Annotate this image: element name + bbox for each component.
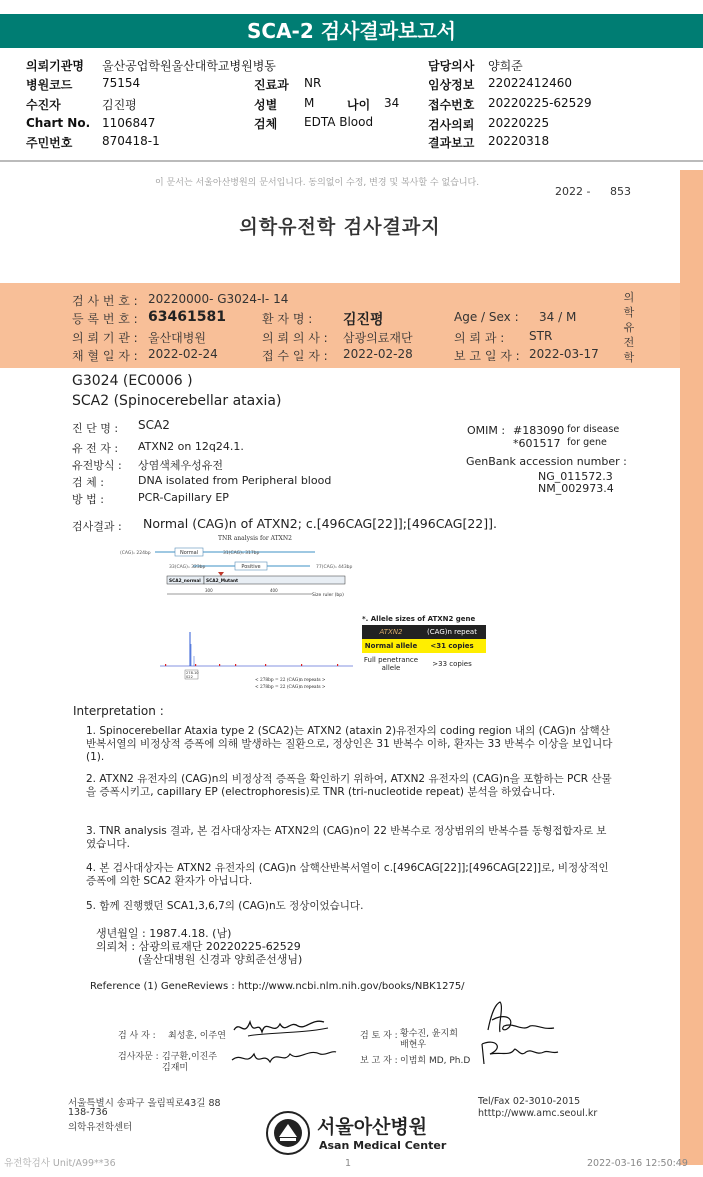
hosp-code-value: 75154 (102, 76, 141, 90)
bar-mutant-label: SCA2_Mutant (206, 579, 239, 584)
print-timestamp: 2022-03-16 12:50:49 (587, 1158, 688, 1169)
test-name: SCA2 (Spinocerebellar ataxia) (72, 393, 282, 409)
specimen-label: 검체 (254, 117, 278, 131)
bar-normal-label: SCA2_normal (169, 579, 201, 584)
request-value: 20220225 (488, 116, 550, 130)
examiner-label: 검 사 자 : (118, 1031, 156, 1041)
advisor-label: 검사자문 : (118, 1052, 159, 1062)
allele-header-row (362, 625, 486, 639)
right-margin-band (680, 170, 703, 1165)
reg-no-label: 등 록 번 호 : (72, 312, 138, 326)
allele-h2: (CAG)n repeat (427, 628, 477, 636)
dept-label: 진료과 (254, 78, 289, 92)
req-inst-label: 의 뢰 기 관 : (72, 331, 138, 345)
doc-year: 2022 - (555, 185, 591, 198)
doctor-value: 양희준 (488, 59, 523, 73)
age-value: 34 (384, 96, 400, 110)
dx-label: 진 단 명 : (72, 422, 119, 435)
client-info: 의뢰처 : 삼광의료재단 20220225-62529 (96, 940, 301, 953)
unit-label: 유전학검사 Unit/A99**36 (4, 1158, 116, 1169)
report-date-value: 20220318 (488, 134, 550, 148)
omim-gene-desc: for gene (567, 437, 607, 448)
genbank-label: GenBank accession number : (466, 455, 627, 468)
allele-r1c2: <31 copies (430, 642, 474, 650)
result-value: Normal (CAG)n of ATXN2; c.[496CAG[22]];[496CAG[22]]. (143, 516, 497, 531)
size-ruler-label: Size ruler (bp) (312, 593, 344, 598)
dept-value: NR (304, 76, 322, 90)
reviewer-label: 검 토 자 : (360, 1031, 398, 1041)
interpretation-heading: Interpretation : (73, 704, 164, 718)
interp-p3: 3. TNR analysis 결과, 본 검사대상자는 ATXN2의 (CAG)n이 22 반복수로 정상범위의 반복수를 동형접합자로 보였습니다. (86, 825, 607, 850)
address-1: 서울특별시 송파구 올림픽로43길 88 (68, 1098, 221, 1109)
address-3: 의학유전학센터 (68, 1122, 133, 1133)
req-doc-value: 삼광의료재단 (343, 331, 413, 345)
patient-value: 김진평 (102, 98, 137, 112)
draw-date-value: 2022-02-24 (148, 347, 218, 361)
reference: Reference (1) GeneReviews : http://www.ncbi.nlm.nih.gov/books/NBK1275/ (90, 981, 465, 992)
patient-name-value: 김진평 (343, 312, 384, 328)
client-info-2: (울산대병원 신경과 양희준선생님) (138, 953, 303, 966)
peak-note-2: < 278bp = 22 (CAG)n repeats > (255, 685, 326, 690)
allele-r2c2: >33 copies (432, 660, 472, 668)
test-specimen-label: 검 체 : (72, 476, 104, 489)
genbank-nm: NM_002973.4 (538, 482, 614, 495)
omim-label: OMIM : (467, 424, 506, 437)
sex-label: 성별 (254, 98, 278, 112)
req-dept-label: 의 뢰 과 : (454, 331, 505, 345)
left2-label: 33(CAG)ₙ 323bp (169, 565, 206, 570)
side-vertical-text: 의학유전학 (623, 291, 635, 364)
reviewer-signature (470, 996, 560, 1068)
inst-label: 의뢰기관명 (26, 59, 84, 73)
report-day-value: 2022-03-17 (529, 347, 599, 361)
agesex-label: Age / Sex : (454, 310, 519, 324)
patient-label: 수진자 (26, 98, 61, 112)
report-day-label: 보 고 일 자 : (454, 349, 520, 363)
omim-gene: *601517 (513, 437, 561, 450)
rrn-value: 870418-1 (102, 134, 160, 148)
reviewer-value: 황수진, 윤지희 (400, 1029, 458, 1039)
copy-notice: 이 문서는 서울아산병원의 문서입니다. 동의없이 수정, 변경 및 복사할 수 없습니다. (155, 178, 480, 188)
gene-label: 유 전 자 : (72, 442, 119, 455)
allele-row-normal (362, 639, 486, 653)
req-inst-value: 울산대병원 (148, 331, 206, 345)
tel-fax: Tel/Fax 02-3010-2015 (478, 1096, 581, 1107)
figure-title: TNR analysis for ATXN2 (218, 535, 292, 542)
doc-number: 853 (610, 185, 631, 198)
allele-row-full (362, 653, 486, 675)
left1-label: (CAG)ₙ 224bp (120, 551, 151, 556)
website: htttp://www.amc.seoul.kr (478, 1108, 598, 1119)
examiner-signature (228, 1008, 338, 1078)
req-dept-value: STR (529, 329, 553, 343)
result-label: 검사결과 : (72, 520, 122, 533)
interp-p2: 2. ATXN2 유전자의 (CAG)n의 비정상적 증폭을 확인하기 위하여, ATXN2 유전자의 (CAG)n을 포함하는 PCR 산물을 증폭시키고, capillary EP (electrophoresis)로 TNR (tri-nucleotide repeat) 분석을 하였습니다. (86, 773, 612, 798)
exam-no-value: 20220000- G3024-I- 14 (148, 292, 289, 306)
interp-p5: 5. 함께 진행했던 SCA1,3,6,7의 (CAG)n도 정상이었습니다. (86, 900, 364, 912)
right1-label: 31(CAG)ₙ 317bp (223, 551, 260, 556)
genbank-ng: NG_011572.3 (538, 470, 613, 483)
rrn-label: 주민번호 (26, 136, 73, 150)
agesex-value: 34 / M (539, 310, 577, 324)
test-specimen-value: DNA isolated from Peripheral blood (138, 474, 332, 487)
professor-value: 이범희 MD, Ph.D (400, 1056, 471, 1066)
right2-label: 77(CAG)ₙ 443bp (316, 565, 353, 570)
specimen-value: EDTA Blood (304, 115, 374, 129)
report-title: SCA-2 검사결과보고서 (0, 14, 703, 48)
header-separator (0, 160, 703, 162)
allele-table (362, 615, 486, 675)
advisor-value-2: 김재미 (162, 1063, 189, 1073)
document-title: 의학유전학 검사결과지 (239, 216, 441, 238)
age-label: 나이 (347, 98, 371, 112)
chart-label: Chart No. (26, 116, 91, 130)
receipt-label: 접수번호 (428, 98, 475, 112)
page-number: 1 (345, 1158, 352, 1169)
tick-300: 300 (205, 588, 213, 593)
tnr-figure (115, 532, 360, 692)
receipt-value: 20220225-62529 (488, 96, 592, 110)
dx-value: SCA2 (138, 418, 170, 432)
doctor-label: 담당의사 (428, 59, 475, 73)
advisor-value: 김구환,이진주 (162, 1052, 218, 1062)
tick-400: 400 (270, 588, 278, 593)
omim-disease-desc: for disease (567, 424, 620, 435)
sex-value: M (304, 96, 315, 110)
peak-repeat-label: 022 (186, 675, 193, 679)
report-date-label: 결과보고 (428, 136, 475, 150)
draw-date-label: 채 혈 일 자 : (72, 349, 138, 363)
positive-box-label: Positive (241, 564, 261, 570)
chart-value: 1106847 (102, 116, 156, 130)
exam-no-label: 검 사 번 호 : (72, 294, 138, 308)
logo-english: Asan Medical Center (319, 1139, 447, 1152)
mode-value: 상염색체우성유전 (138, 459, 224, 472)
inst-value: 울산공업학원울산대학교병원병동 (102, 59, 276, 73)
logo-korean: 서울아산병원 (317, 1116, 428, 1138)
allele-r1c1: Normal allele (364, 642, 418, 650)
peak-size-label: 278.10 (186, 671, 199, 675)
allele-caption: *. Allele sizes of ATXN2 gene (362, 615, 476, 623)
method-value: PCR-Capillary EP (138, 491, 229, 504)
interp-p4: 4. 본 검사대상자는 ATXN2 유전자의 (CAG)n 삼핵산반복서열이 c.[496CAG[22]];[496CAG[22]]로, 비정상적인 증폭에 의한 SCA2 환자가 아닙니다. (86, 862, 609, 887)
request-label: 검사의뢰 (428, 118, 475, 132)
recv-date-label: 접 수 일 자 : (262, 349, 328, 363)
address-2: 138-736 (68, 1107, 108, 1118)
asan-emblem-icon (265, 1110, 311, 1156)
omim-disease: #183090 (513, 424, 565, 437)
birth-date: 생년월일 : 1987.4.18. (남) (96, 927, 232, 940)
reg-no-value: 63461581 (148, 309, 226, 325)
test-code: G3024 (EC0006 ) (72, 373, 193, 389)
clinical-value: 22022412460 (488, 76, 572, 90)
recv-date-value: 2022-02-28 (343, 347, 413, 361)
examiner-value: 최성훈, 이주연 (168, 1031, 226, 1041)
normal-box-label: Normal (179, 550, 199, 556)
req-doc-label: 의 뢰 의 사 : (262, 331, 328, 345)
allele-h1: ATXN2 (379, 628, 403, 636)
method-label: 방 법 : (72, 493, 104, 506)
interp-p1: 1. Spinocerebellar Ataxia type 2 (SCA2)는 ATXN2 (ataxin 2)유전자의 coding region 내의 (CAG)n 삼핵산 반복서열의 비정상적 증폭에 의해 발생하는 질환으로, 정상인은 31 반복수 이하, 환자는 33 반복수 이상을 보입니다 (1). (86, 725, 613, 763)
mode-label: 유전방식 : (72, 459, 122, 472)
gene-value: ATXN2 on 12q24.1. (138, 440, 244, 453)
professor-label: 보 고 자 : (360, 1056, 398, 1066)
allele-r2c1: Full penetrance allele (363, 656, 419, 672)
asan-logo (265, 1110, 455, 1156)
peak-note-1: < 278bp = 22 (CAG)n repeats > (255, 678, 326, 683)
clinical-label: 임상정보 (428, 78, 475, 92)
reviewer-value-2: 배현우 (400, 1040, 427, 1050)
hosp-code-label: 병원코드 (26, 78, 73, 92)
patient-name-label: 환 자 명 : (262, 312, 313, 326)
